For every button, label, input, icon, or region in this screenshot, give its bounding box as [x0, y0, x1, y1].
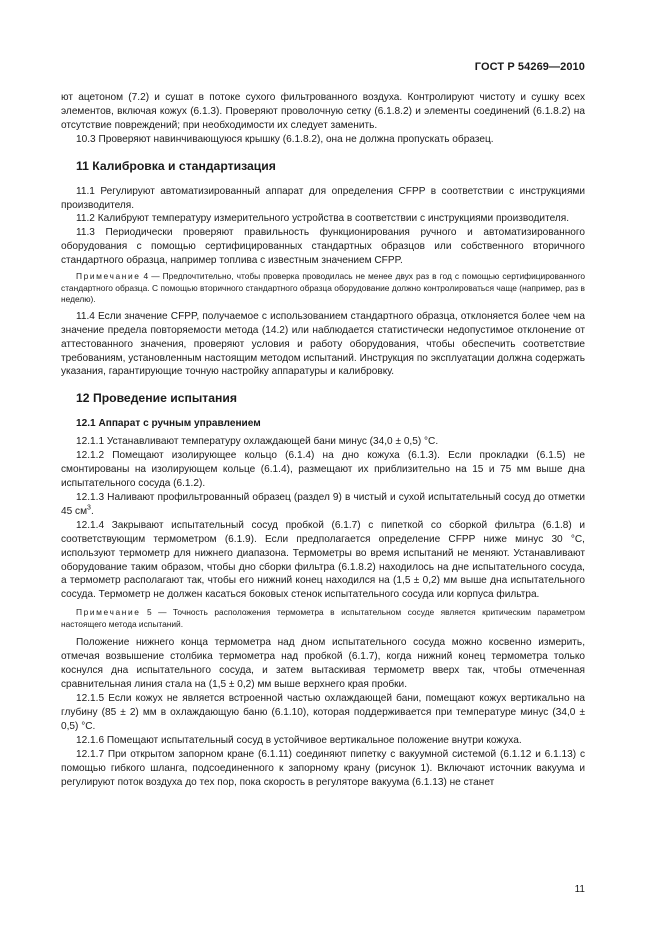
paragraph-12-1-5: 12.1.5 Если кожух не является встроенной частью охлаждающей бани, помещают кожух вертикально на глубину (85 ± 2) мм в охлаждающую баню (6.1.10), которая поддерживается при температуре минус (34,0 ± 0,5) °С. — [61, 693, 585, 732]
document-body — [61, 91, 585, 789]
document-code: ГОСТ Р 54269—2010 — [474, 61, 585, 73]
paragraph-12-1-2: 12.1.2 Помещают изолирующее кольцо (6.1.4) на дно кожуха (6.1.3). Если прокладки (6.1.5) не смонтированы на изолирующем кольце (6.1.4), размещают их приблизительно на 15 и 75 мм выше дна испытательного сосуда (6.1.2). — [61, 450, 585, 490]
section-heading-11: 11 Калибровка и стандартизация — [76, 158, 276, 173]
paragraph-continuation: ют ацетоном (7.2) и сушат в потоке сухого фильтрованного воздуха. Контролируют чистоту и сушку всех элементов, включая кожух (6.1.3). Проверяют проволочную сетку (6.1.8.2) и элементы соединений (6.1.8.2) на отсутствие повреждений; при необходимости их следует заменить. — [61, 92, 585, 131]
paragraph-11-3: 11.3 Периодически проверяют правильность функционирования ручного и автоматизированного оборудования с помощью сертифицированных стандартных образцов или собственного вторичного стандартного образца, например топлива с известным значением CFPP. — [61, 227, 585, 267]
paragraph-12-1-4: 12.1.4 Закрывают испытательный сосуд пробкой (6.1.7) с пипеткой со сборкой фильтра (6.1.8) и соответствующим термометром (6.1.9). Если предполагается определение CFPP ниже минус 30 °С, используют термометр для нижнего диапазона. Термометры во время испытаний не меняют. Устанавливают оборудование таким образом, чтобы дно сборки фильтра (6.1.8.2) находилось на дне испытательного сосуда, а термометр располагают так, чтобы его нижний конец находился на (1,5 ± 0,2) мм выше дна испытательного сосуда. Термометр не должен касаться боковых стенок испытательного сосуда или корпуса фильтра. — [61, 519, 585, 601]
note-5-text: 5 — Точность расположения термометра в испытательном сосуде является критическим параметром настоящего метода испытаний. — [61, 607, 585, 629]
section-heading-12: 12 Проведение испытания — [76, 391, 237, 406]
paragraph-12-1-7: 12.1.7 При открытом запорном кране (6.1.11) соединяют пипетку с вакуумной системой (6.1.12 и 6.1.13) с помощью гибкого шланга, подсоединенного к запорному крану (рисунок 1). Включают источник вакуума и регулируют поток воздуха до тех пор, пока скорость в регуляторе вакуума (6.1.13) не станет — [61, 748, 585, 788]
superscript-3: 3 — [87, 504, 91, 512]
paragraph-12-1-1: 12.1.1 Устанавливают температуру охлаждающей бани минус (34,0 ± 0,5) °С. — [76, 436, 439, 448]
note-4-text: 4 — Предпочтительно, чтобы проверка проводилась не менее двух раз в год с помощью сертифицированного стандартного образца. С помощью вторичного стандартного образца оборудование должно контролироваться чаще (например, раз в неделю). — [61, 271, 585, 305]
paragraph-12-1-3-text: 12.1.3 Наливают профильтрованный образец (раздел 9) в чистый и сухой испытательный сосуд до отметки 45 см — [61, 492, 585, 517]
note-5-label: Примечание — [76, 607, 141, 618]
note-5 — [61, 607, 585, 630]
paragraph-10-3: 10.3 Проверяют навинчивающуюся крышку (6.1.8.2), она не должна пропускать образец. — [76, 133, 494, 145]
paragraph-11-2: 11.2 Калибруют температуру измерительного устройства в соответствии с инструкциями производителя. — [76, 213, 570, 225]
paragraph-12-1-6: 12.1.6 Помещают испытательный сосуд в устойчивое вертикальное положение внутри кожуха. — [76, 734, 522, 746]
paragraph-11-4: 11.4 Если значение CFPP, получаемое с использованием стандартного образца, отклоняется более чем на значение предела повторяемости метода (14.2) или наблюдается статистически недопустимое отклонение от аттестованного значения, проверяют условия и работу оборудования, чтобы обеспечить соответствие требованиям, установленным настоящим методом испытаний. Инструкция по эксплуатации должна содержать указания, гарантирующие точную настройку аппаратуры и калибровку. — [61, 310, 585, 378]
paragraph-thermometer-position: Положение нижнего конца термометра над дном испытательного сосуда можно косвенно измерить, отмечая возвышение столбика термометра над пробкой (6.1.7), когда нижний конец термометра только коснулся дна испытательного сосуда, и затем вытаскивая термометр вверх так, чтобы отмеченная сравнительная линия стала на (1,5 ± 0,2) мм выше верхнего края пробки. — [61, 637, 585, 691]
document-page — [61, 0, 585, 936]
subsection-heading-12-1: 12.1 Аппарат с ручным управлением — [76, 418, 261, 430]
page-number: 11 — [574, 884, 585, 895]
paragraph-12-1-3 — [61, 491, 585, 519]
paragraph-12-1-3-end: . — [90, 505, 94, 517]
paragraph-11-1: 11.1 Регулируют автоматизированный аппарат для определения CFPP в соответствии с инструкциями производителя. — [61, 185, 585, 211]
note-4 — [61, 271, 585, 306]
note-4-label: Примечание — [76, 271, 141, 282]
